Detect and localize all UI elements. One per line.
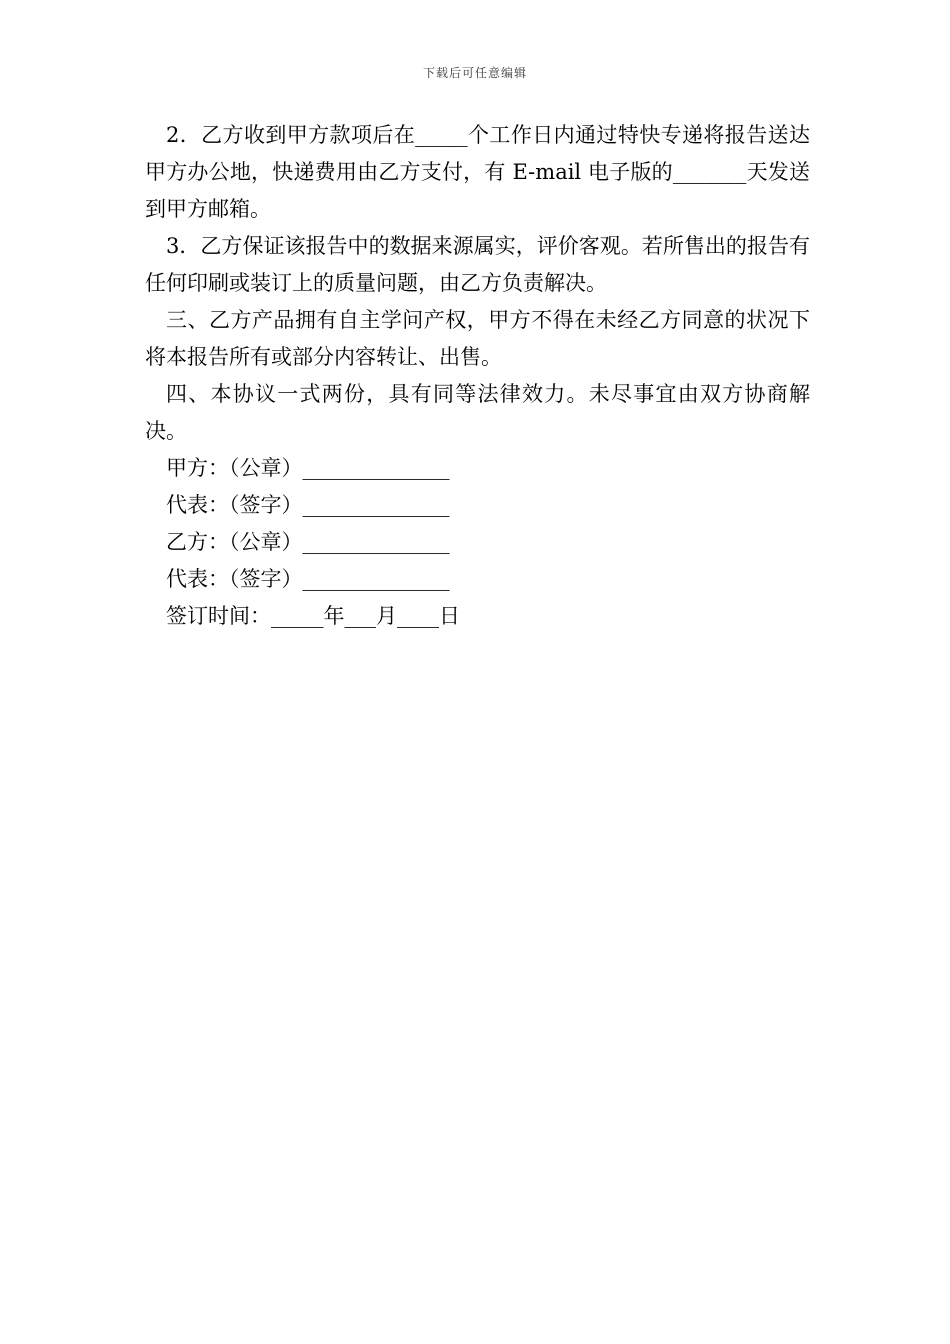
party-a-representative-line: 代表：（签字）______________ <box>166 493 450 517</box>
party-b-seal-line: 乙方：（公章）______________ <box>166 530 450 554</box>
clause-2-delivery: 2．乙方收到甲方款项后在_____个工作日内通过特快专递将报告送达甲方办公地，快递费用由乙方支付，有 E-mail 电子版的_______天发送到甲方邮箱。 <box>145 123 810 221</box>
party-b-representative-line: 代表：（签字）______________ <box>166 567 450 591</box>
signature-block <box>145 450 810 635</box>
clause-four-copies: 四、本协议一式两份，具有同等法律效力。未尽事宜由双方协商解决。 <box>145 382 810 443</box>
page-header: 下载后可任意编辑 <box>422 66 527 80</box>
party-a-seal-line: 甲方：（公章）______________ <box>166 456 450 480</box>
clause-3-quality: 3．乙方保证该报告中的数据来源属实，评价客观。若所售出的报告有任何印刷或装订上的质量问题，由乙方负责解决。 <box>145 234 810 295</box>
clause-three-ip: 三、乙方产品拥有自主学问产权，甲方不得在未经乙方同意的状况下将本报告所有或部分内容转让、出售。 <box>145 308 810 369</box>
signing-date-line: 签订时间：_____年___月____日 <box>166 604 460 628</box>
document-body <box>145 117 810 635</box>
